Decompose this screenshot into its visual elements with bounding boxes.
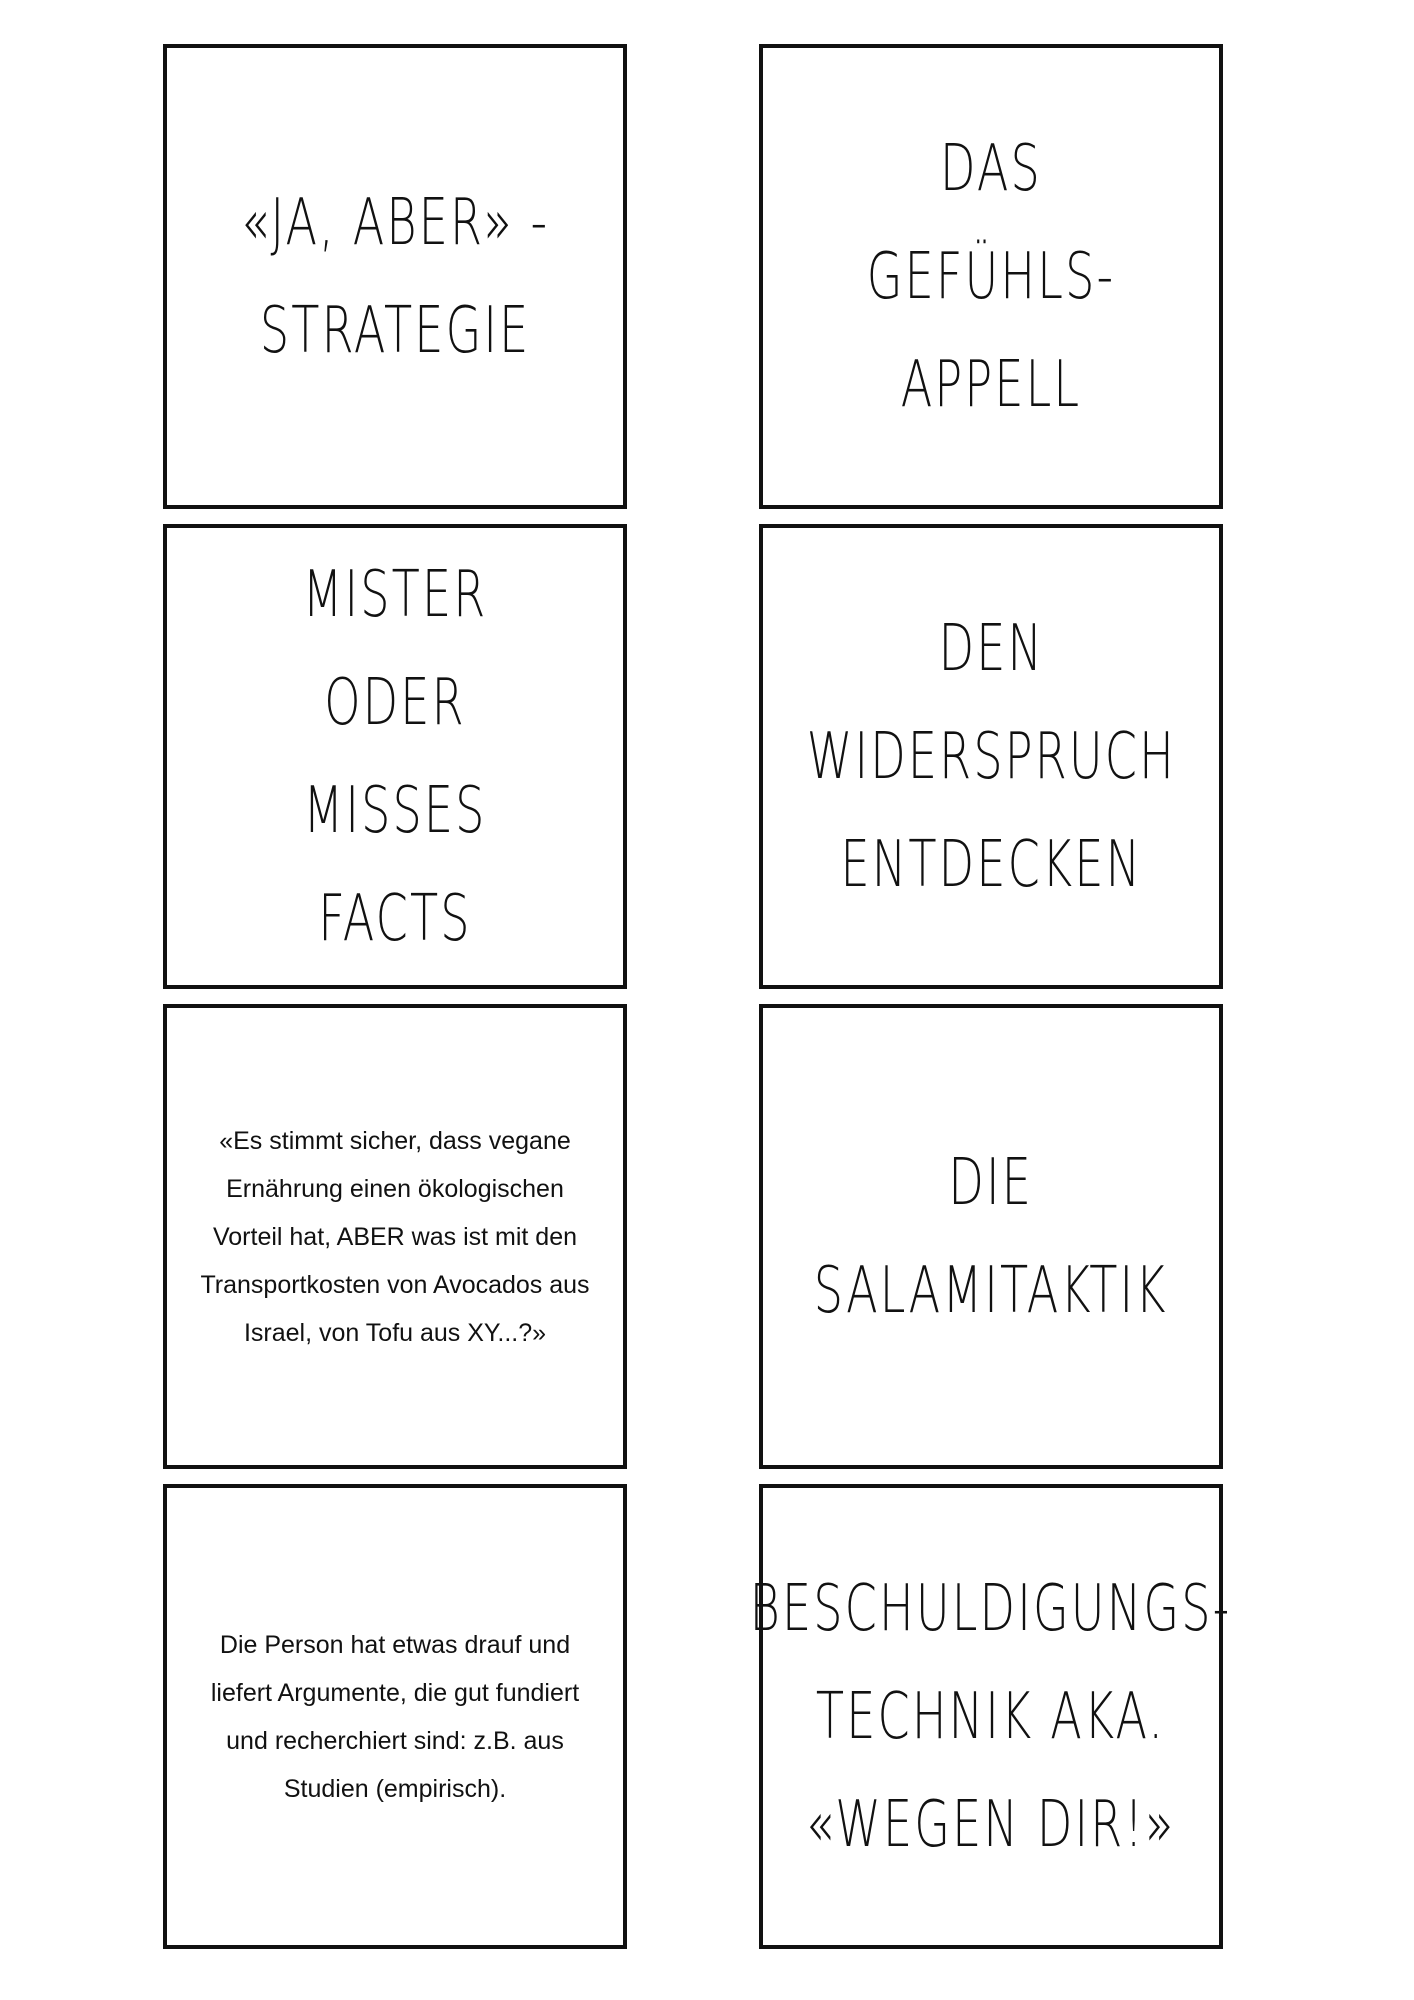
card-title: «JA, ABER» - STRATEGIE xyxy=(240,185,550,368)
card-title: DEN WIDERSPRUCH ENTDECKEN xyxy=(806,611,1176,902)
card-example-ja-aber xyxy=(163,1004,627,1469)
card-gefuehlsappell xyxy=(759,44,1223,509)
card-widerspruch-entdecken xyxy=(759,524,1223,989)
card-mister-misses-facts xyxy=(163,524,627,989)
card-title: DAS GEFÜHLS- APPELL xyxy=(866,131,1116,422)
card-salamitaktik xyxy=(759,1004,1223,1469)
card-title: MISTER ODER MISSES FACTS xyxy=(302,557,488,956)
card-description: Die Person hat etwas drauf und liefert Argumente, die gut fundiert und recherchiert sind: z.B. aus Studien (empirisch). xyxy=(210,1630,580,1803)
card-title: BESCHULDIGUNGS- TECHNIK AKA. «WEGEN DIR!» xyxy=(750,1571,1232,1862)
card-description: «Es stimmt sicher, dass vegane Ernährung einen ökologischen Vorteil hat, ABER was ist mit den Transportkosten von Avocados aus Israel, von Tofu aus XY...?» xyxy=(200,1126,590,1347)
card-ja-aber-strategie xyxy=(163,44,627,509)
card-description-facts xyxy=(163,1484,627,1949)
card-beschuldigungstechnik xyxy=(750,1484,1232,1949)
card-title: DIE SALAMITAKTIK xyxy=(814,1145,1168,1328)
